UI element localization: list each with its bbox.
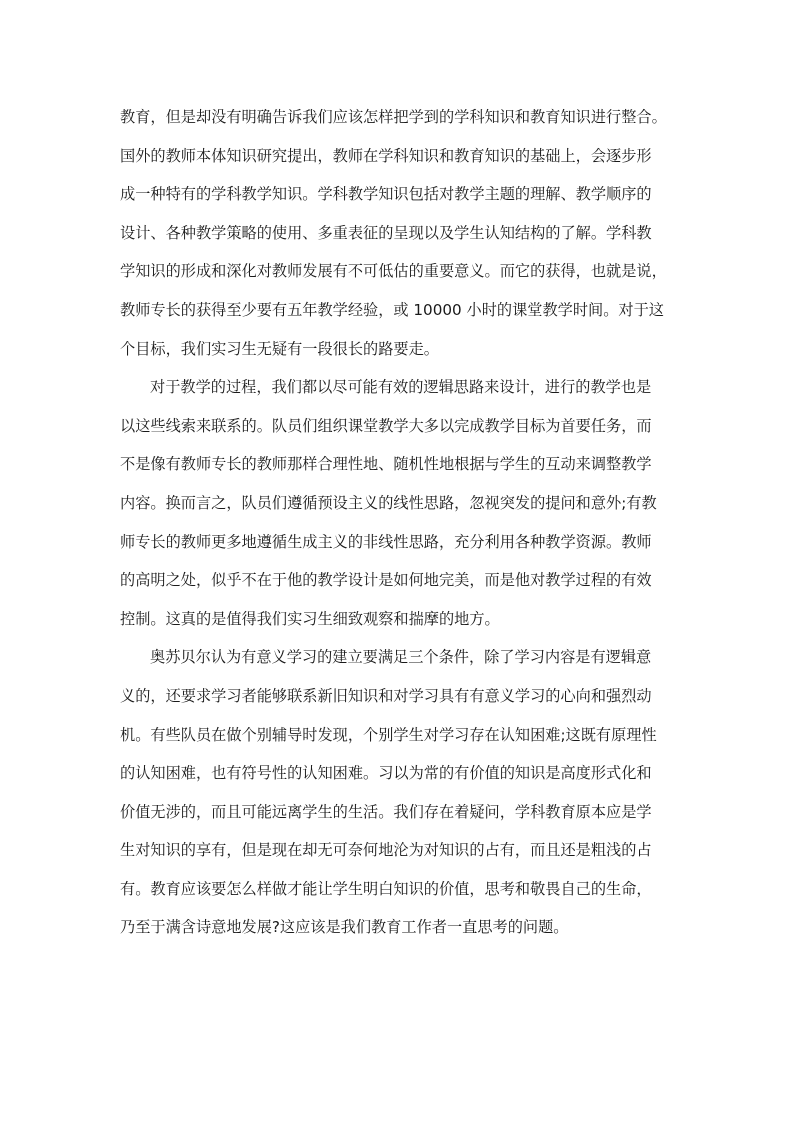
text-line: 不是像有教师专长的教师那样合理性地、随机性地根据与学生的互动来调整教学 <box>120 455 652 474</box>
text-line: 乃至于满含诗意地发展?这应该是我们教育工作者一直思考的问题。 <box>120 918 569 937</box>
paragraph-2 <box>120 368 680 638</box>
paragraph-3 <box>120 638 680 947</box>
text-line: 教育，但是却没有明确告诉我们应该怎样把学到的学科知识和教育知识进行整合。 <box>120 108 667 126</box>
text-line: 价值无涉的，而且可能远离学生的生活。我们存在着疑问，学科教育原本应是学 <box>120 802 652 821</box>
text-line: 义的，还要求学习者能够联系新旧知识和对学习具有有意义学习的心向和强烈动 <box>120 686 652 705</box>
text-line: 以这些线索来联系的。队员们组织课堂教学大多以完成教学目标为首要任务，而 <box>120 416 652 435</box>
document-body <box>120 98 680 947</box>
text-line: 成一种特有的学科教学知识。学科教学知识包括对教学主题的理解、教学顺序的 <box>120 185 652 204</box>
text-line: 的高明之处，似乎不在于他的教学设计是如何地完美，而是他对教学过程的有效 <box>120 571 652 590</box>
text-line: 师专长的教师更多地遵循生成主义的非线性思路，充分利用各种教学资源。教师 <box>120 532 652 551</box>
text-line: 对于教学的过程，我们都以尽可能有效的逻辑思路来设计，进行的教学也是 <box>150 378 652 397</box>
text-line: 教师专长的获得至少要有五年教学经验，或 10000 小时的课堂教学时间。对于这 <box>120 300 664 319</box>
text-line: 机。有些队员在做个别辅导时发现，个别学生对学习存在认知困难;这既有原理性 <box>120 725 657 744</box>
text-line: 的认知困难，也有符号性的认知困难。习以为常的有价值的知识是高度形式化和 <box>120 764 652 783</box>
paragraph-1 <box>120 98 680 368</box>
text-line: 个目标，我们实习生无疑有一段很长的路要走。 <box>120 339 439 358</box>
text-line: 内容。换而言之，队员们遵循预设主义的线性思路，忽视突发的提问和意外;有教 <box>120 493 657 512</box>
text-line: 国外的教师本体知识研究提出，教师在学科知识和教育知识的基础上，会逐步形 <box>120 146 652 165</box>
text-line: 奥苏贝尔认为有意义学习的建立要满足三个条件，除了学习内容是有逻辑意 <box>150 648 652 667</box>
text-line: 学知识的形成和深化对教师发展有不可低估的重要意义。而它的获得，也就是说， <box>120 262 667 281</box>
text-line: 设计、各种教学策略的使用、多重表征的呈现以及学生认知结构的了解。学科教 <box>120 223 652 242</box>
text-line: 控制。这真的是值得我们实习生细致观察和揣摩的地方。 <box>120 609 500 628</box>
text-line: 有。教育应该要怎么样做才能让学生明白知识的价值，思考和敬畏自己的生命， <box>120 879 652 898</box>
text-line: 生对知识的享有，但是现在却无可奈何地沦为对知识的占有，而且还是粗浅的占 <box>120 841 652 860</box>
